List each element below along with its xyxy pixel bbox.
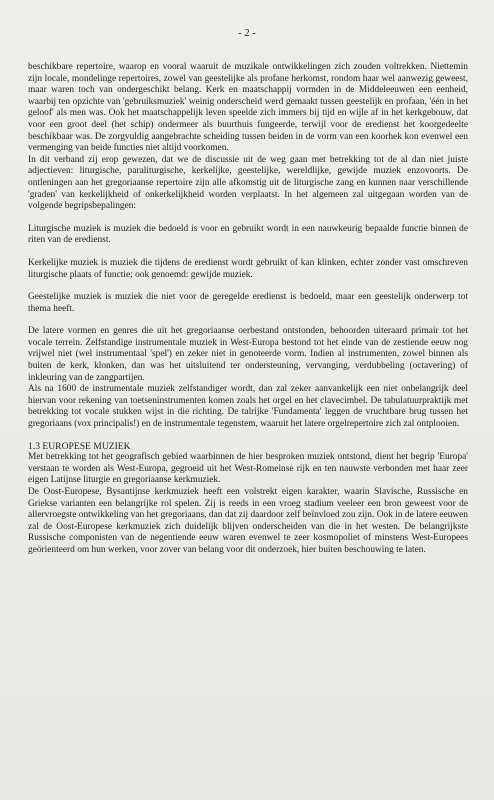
paragraph-repertoire: beschikbare repertoire, waarop en vooral waaruit de muzikale ontwikkelingen zich zouden voltrekken. Niettemin zijn locale, mondelinge repertoires, zowel van geestelijke als profane herkomst, rondom haar wel aanwezig geweest, maar waren toch van ondergeschikt belang. Kerk en maatschappij vormden in de Middeleeuwen een eenheid, waarbij ten opzichte van 'gebruiksmuziek' weinig onderscheid werd gemaakt tussen geestelijk en profaan, 'één in het geloof' als men was. Ook het maatschappelijk leven speelde zich immers bij tijd en wijle af in het kerkgebouw, dat voor een groot deel (het schip) ondermeer als buurthuis fungeerde, terwijl voor de eredienst het koorgedeelte beschikbaar was. De zorgvuldig aangebrachte scheiding tussen beiden in de vorm van een koorhek kon evenwel een vermenging van beide functies niet altijd voorkomen. [28,62,468,154]
section-heading: 1.3 EUROPESE MUZIEK [28,440,131,452]
page-number: - 2 - [238,28,256,39]
paragraph-adjectives: In dit verband zij erop gewezen, dat we de discussie uit de weg gaan met betrekking tot de al dan niet juiste adjectieven: liturgische, paraliturgische, kerkelijke, geestelijke, wereldlijke, gewijde muziek enzovoorts. De ontleningen aan het gregoriaanse repertoire zijn alle afkomstig uit de liturgische zang en kunnen naar verschillende 'graden' van kerkelijkheid of onkerkelijkheid worden verplaatst. In het algemeen zal uitgegaan worden van de volgende begripsbepalingen: [28,154,468,212]
paragraph-vocal-terrain: De latere vormen en genres die uit het gregoriaanse oerbestand ontstonden, behoorden uiteraard primair tot het vocale terrein. Zelfstandige instrumentale muziek in West-Europa bestond tot het einde van de zestiende eeuw nog vrijwel niet (wel instrumentaal 'spel') en zeker niet in genoteerde vorm. Indien al instrumenten, zowel binnen als buiten de kerk, klonken, dan was het uitsluitend ter ondersteuning, vervanging, verdubbeling (octavering) of inkleuring van de zangpartijen. [28,326,468,383]
paragraph-europe: Met betrekking tot het geografisch gebied waarbinnen de hier besproken muziek ontstond, dient het begrip 'Europa' verstaan te worden als West-Europa, gegroeid uit het West-Romeinse rijk en ten nauwste verbonden met haar zeer eigen Latijnse liturgie en gregoriaanse kerkmuziek. [28,452,468,486]
page-body [28,62,468,557]
paragraph-eastern-europe: De Oost-Europese, Bysantijnse kerkmuziek heeft een volstrekt eigen karakter, waarin Slavische, Russische en Griekse varianten een belangrijke rol spelen. Zij is reeds in een vroeg stadium veeleer een bron geweest voor de allervroegste ontwikkeling van het gregoriaans, dan dat zij daardoor zelf beïnvloed zou zijn. Ook in de latere eeuwen zal de Oost-Europese kerkmuziek zich duidelijk blijven onderscheiden van die in het westen. De belangrijkste Russische componisten van de negentiende eeuw waren evenwel te zeer kosmopoliet of minstens West-Europees geörienteerd om hun werken, voor zover van belang voor dit onderzoek, hier buiten beschouwing te laten. [28,487,468,555]
paragraph-instrumental-1600: Als na 1600 de instrumentale muziek zelfstandiger wordt, dan zal zeker aanvankelijk een niet onbelangrijk deel hiervan voor rekening van toetseninstrumenten komen zoals het orgel en het clavecimbel. De tabulatuurpraktijk met betrekking tot vocale stukken wijst in die richting. De talrijke 'Fundamenta' leggen de vruchtbare brug tussen het gregoriaans (vox principalis!) en de instrumentale tegenstem, waaruit het latere orgelrepertoire zich zal ontplooien. [28,384,468,430]
definition-spiritual: Geestelijke muziek is muziek die niet voor de geregelde eredienst is bedoeld, maar een geestelijk onderwerp tot thema heeft. [28,292,468,314]
definition-ecclesiastical: Kerkelijke muziek is muziek die tijdens de eredienst wordt gebruikt of kan klinken, echter zonder vast omschreven liturgische plaats of functie; ook genoemd: gewijde muziek. [28,257,468,280]
definition-liturgical: Liturgische muziek is muziek die bedoeld is voor en gebruikt wordt in een nauwkeurig bepaalde functie binnen de riten van de eredienst. [28,223,468,246]
